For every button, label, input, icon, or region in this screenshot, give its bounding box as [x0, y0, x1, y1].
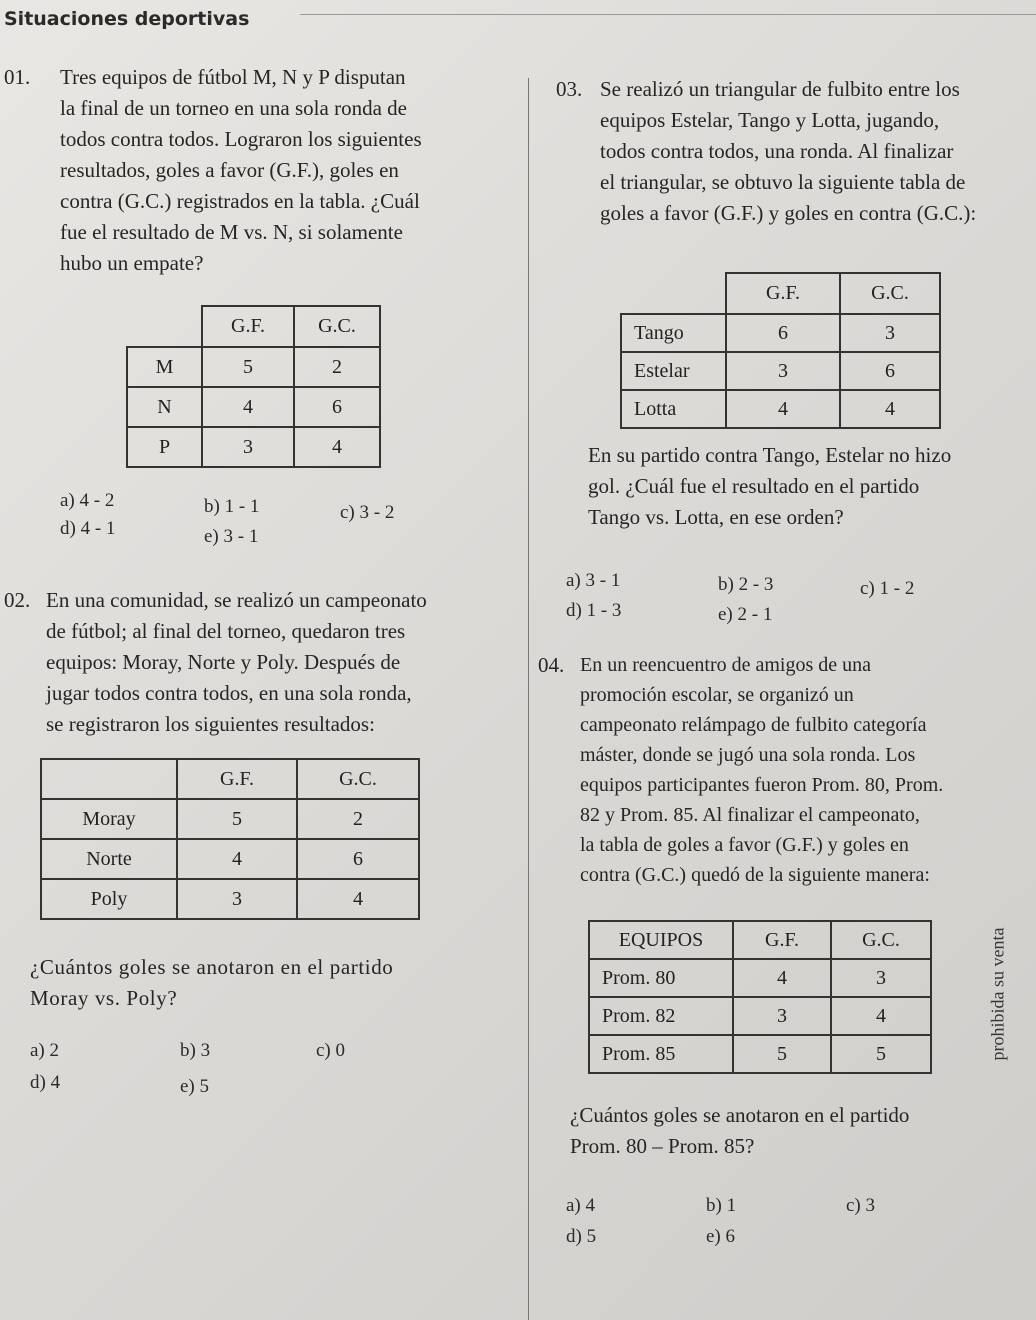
value-cell: 3: [202, 427, 294, 467]
header-cell: G.C.: [840, 273, 940, 314]
question-3-question: [588, 440, 1028, 533]
question-3-table: [620, 272, 941, 429]
value-cell: 5: [831, 1035, 931, 1073]
q3-line: Se realizó un triangular de fulbito entre los: [600, 77, 960, 101]
value-cell: 2: [297, 799, 419, 839]
value-cell: 4: [177, 839, 297, 879]
value-cell: 3: [733, 997, 831, 1035]
team-cell: Prom. 80: [589, 959, 733, 997]
value-cell: 2: [294, 347, 380, 387]
value-cell: 4: [831, 997, 931, 1035]
option-e[interactable]: e) 5: [180, 1076, 210, 1097]
q3-question-line: En su partido contra Tango, Estelar no hizo: [588, 443, 952, 467]
option-e[interactable]: e) 6: [706, 1226, 736, 1247]
q2-line: equipos: Moray, Norte y Poly. Después de: [46, 650, 401, 674]
header-cell: G.C.: [297, 759, 419, 799]
q4-line: campeonato relámpago de fulbito categoría: [580, 714, 927, 736]
q3-line: equipos Estelar, Tango y Lotta, jugando,: [600, 108, 940, 132]
header-rule: [300, 14, 1036, 15]
team-cell: M: [127, 347, 202, 387]
q2-line: de fútbol; al final del torneo, quedaron tres: [46, 619, 406, 643]
question-2-table: [40, 758, 420, 920]
side-note: [986, 922, 1010, 1062]
option-b[interactable]: b) 3: [180, 1040, 211, 1061]
value-cell: 5: [177, 799, 297, 839]
header-cell: G.F.: [726, 273, 840, 314]
team-cell: Moray: [41, 799, 177, 839]
blank-cell: [127, 306, 202, 347]
q4-line: En un reencuentro de amigos de una: [580, 654, 872, 676]
q4-line: contra (G.C.) quedó de la siguiente manera:: [580, 864, 930, 886]
q3-line: el triangular, se obtuvo la siguiente tabla de: [600, 170, 966, 194]
header-cell: G.F.: [202, 306, 294, 347]
q4-question-line: Prom. 80 – Prom. 85?: [570, 1134, 755, 1158]
q3-line: todos contra todos, una ronda. Al finalizar: [600, 139, 954, 163]
question-2-question: [30, 952, 520, 1014]
question-1-table: [126, 305, 381, 468]
q3-question-line: Tango vs. Lotta, en ese orden?: [588, 505, 844, 529]
header-cell: G.F.: [177, 759, 297, 799]
team-cell: Prom. 85: [589, 1035, 733, 1073]
q1-line: Tres equipos de fútbol M, N y P disputan: [60, 65, 406, 89]
value-cell: 3: [831, 959, 931, 997]
header-cell: G.C.: [294, 306, 380, 347]
q1-line: la final de un torneo en una sola ronda de: [60, 96, 407, 120]
option-c[interactable]: c) 3: [846, 1195, 876, 1216]
option-b[interactable]: b) 1 - 1: [204, 496, 260, 517]
value-cell: 3: [840, 314, 940, 352]
q3-line: goles a favor (G.F.) y goles en contra (G.C.):: [600, 201, 977, 225]
q2-line: En una comunidad, se realizó un campeonato: [46, 588, 427, 612]
team-cell: Lotta: [621, 390, 726, 428]
q2-line: se registraron los siguientes resultados:: [46, 712, 375, 736]
value-cell: 4: [297, 879, 419, 919]
option-c[interactable]: c) 3 - 2: [340, 502, 395, 523]
q4-line: promoción escolar, se organizó un: [580, 684, 854, 706]
q1-line: todos contra todos. Lograron los siguientes: [60, 127, 422, 151]
value-cell: 6: [840, 352, 940, 390]
value-cell: 6: [297, 839, 419, 879]
value-cell: 4: [733, 959, 831, 997]
option-c[interactable]: c) 0: [316, 1040, 346, 1061]
q2-line: jugar todos contra todos, en una sola ronda,: [46, 681, 412, 705]
header-cell: G.C.: [831, 921, 931, 959]
q4-line: 82 y Prom. 85. Al finalizar el campeonato,: [580, 804, 920, 826]
value-cell: 5: [202, 347, 294, 387]
option-b[interactable]: b) 1: [706, 1195, 737, 1216]
header-cell: G.F.: [733, 921, 831, 959]
value-cell: 5: [733, 1035, 831, 1073]
option-b[interactable]: b) 2 - 3: [718, 574, 774, 595]
value-cell: 4: [202, 387, 294, 427]
team-cell: Tango: [621, 314, 726, 352]
team-cell: N: [127, 387, 202, 427]
question-3-number: 03.: [556, 77, 583, 101]
option-a[interactable]: a) 4 - 2: [60, 490, 115, 511]
q4-line: la tabla de goles a favor (G.F.) y goles en: [580, 834, 909, 856]
team-cell: P: [127, 427, 202, 467]
question-2-text: [46, 585, 526, 740]
option-d[interactable]: d) 4: [30, 1072, 61, 1093]
question-4-number: 04.: [538, 653, 565, 677]
option-a[interactable]: a) 2: [30, 1040, 60, 1061]
value-cell: 4: [840, 390, 940, 428]
question-4-text: [580, 650, 1000, 890]
q2-question-line: ¿Cuántos goles se anotaron en el partido: [30, 955, 394, 979]
option-d[interactable]: d) 4 - 1: [60, 518, 116, 539]
q4-question-line: ¿Cuántos goles se anotaron en el partido: [570, 1103, 910, 1127]
option-d[interactable]: d) 1 - 3: [566, 600, 622, 621]
value-cell: 4: [294, 427, 380, 467]
team-cell: Norte: [41, 839, 177, 879]
q1-line: resultados, goles a favor (G.F.), goles en: [60, 158, 399, 182]
value-cell: 6: [726, 314, 840, 352]
value-cell: 3: [726, 352, 840, 390]
question-4-question: [570, 1100, 1020, 1162]
q4-line: equipos participantes fueron Prom. 80, Prom.: [580, 774, 944, 796]
q1-line: fue el resultado de M vs. N, si solamente: [60, 220, 403, 244]
blank-cell: [621, 273, 726, 314]
question-1-number: 01.: [4, 65, 31, 89]
blank-cell: [41, 759, 177, 799]
question-3-text: [600, 74, 1030, 229]
q1-line: hubo un empate?: [60, 251, 204, 275]
option-e[interactable]: e) 3 - 1: [204, 526, 259, 547]
team-cell: Prom. 82: [589, 997, 733, 1035]
value-cell: 6: [294, 387, 380, 427]
page-title: Situaciones deportivas: [4, 8, 250, 30]
question-4-table: [588, 920, 932, 1074]
option-d[interactable]: d) 5: [566, 1226, 597, 1247]
question-2-number: 02.: [4, 588, 31, 612]
q1-line: contra (G.C.) registrados en la tabla. ¿Cuál: [60, 189, 420, 213]
question-1-text: [60, 62, 520, 279]
q2-question-line: Moray vs. Poly?: [30, 986, 178, 1010]
option-c[interactable]: c) 1 - 2: [860, 578, 915, 599]
option-a[interactable]: a) 4: [566, 1195, 596, 1216]
q4-line: máster, donde se jugó una sola ronda. Los: [580, 744, 916, 766]
column-divider: [528, 78, 529, 1320]
value-cell: 4: [726, 390, 840, 428]
team-cell: Estelar: [621, 352, 726, 390]
value-cell: 3: [177, 879, 297, 919]
q3-question-line: gol. ¿Cuál fue el resultado en el partido: [588, 474, 920, 498]
header-cell: EQUIPOS: [589, 921, 733, 959]
option-a[interactable]: a) 3 - 1: [566, 570, 621, 591]
side-note-text: prohibida su venta: [987, 927, 1008, 1061]
team-cell: Poly: [41, 879, 177, 919]
option-e[interactable]: e) 2 - 1: [718, 604, 773, 625]
